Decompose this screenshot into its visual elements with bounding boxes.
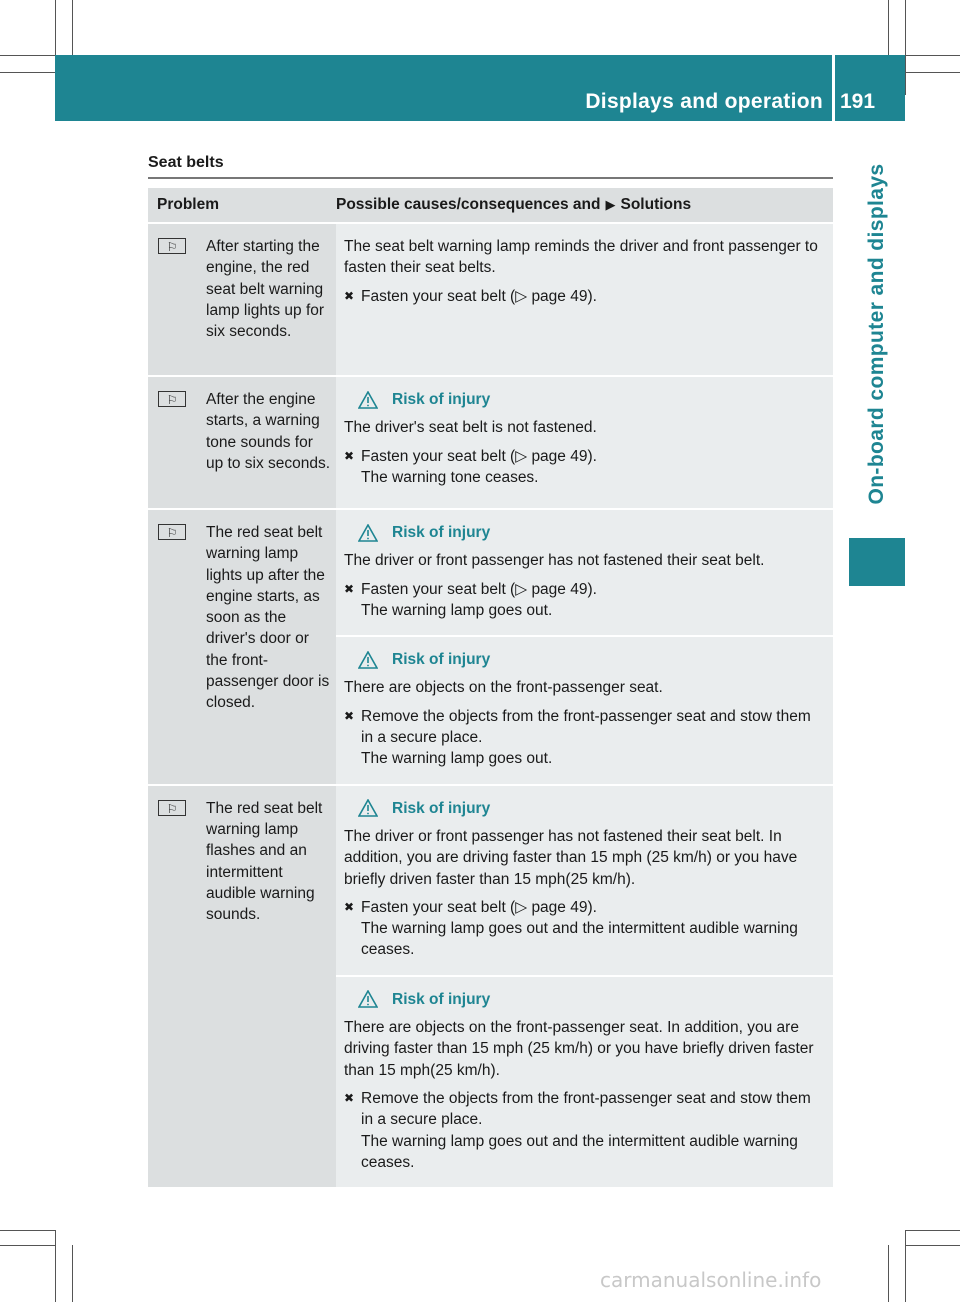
step-result: The warning lamp goes out and the intermittent audible warning ceases. [361, 920, 798, 959]
solution-step [344, 897, 827, 918]
table-row [148, 375, 833, 508]
crop-mark [905, 1245, 960, 1246]
crop-mark [55, 1230, 56, 1302]
crop-mark [0, 55, 55, 56]
crop-mark [0, 1230, 55, 1231]
side-tab-marker [849, 538, 905, 586]
crop-mark [72, 0, 73, 55]
step-arrow-icon: ✖ [344, 1090, 355, 1105]
step-text: Fasten your seat belt (▷ page 49). [361, 447, 597, 465]
step-result: The warning lamp goes out and the intermittent audible warning ceases. [361, 1132, 798, 1171]
problem-cell [148, 377, 336, 508]
step-arrow-icon: ✖ [344, 581, 355, 596]
crop-mark [888, 1245, 889, 1302]
step-body [361, 579, 827, 600]
problem-text: The red seat belt warning lamp lights up after the engine starts, as soon as the driver's door or the front-passenger door is closed. [206, 524, 330, 712]
crop-mark [905, 1230, 906, 1302]
solution-block [336, 510, 833, 635]
solution-cell [336, 510, 833, 784]
step-text: Remove the objects from the front-passenger seat and stow them in a secure place. [361, 1089, 811, 1129]
problem-cell [148, 510, 336, 784]
table-row [148, 508, 833, 784]
warning-triangle-icon [358, 799, 378, 817]
risk-warning [344, 649, 827, 670]
table-row [148, 222, 833, 375]
cause-text: The driver or front passenger has not fastened their seat belt. [344, 552, 765, 570]
step-arrow-icon: ✖ [344, 708, 355, 723]
risk-warning [344, 389, 827, 410]
solution-step [344, 446, 827, 467]
header-divider [832, 55, 835, 121]
solution-cell [336, 377, 833, 508]
problem-cell [148, 786, 336, 1187]
cause-text: The driver's seat belt is not fastened. [344, 419, 597, 437]
warning-triangle-icon [358, 524, 378, 542]
solution-step [344, 706, 827, 749]
solution-block [336, 224, 833, 375]
solution-step [344, 286, 827, 307]
crop-mark [0, 72, 55, 73]
step-body [361, 897, 827, 918]
arrow-right-icon: ▶ [605, 197, 616, 212]
solution-block [336, 786, 833, 975]
problem-text: The red seat belt warning lamp flashes and an intermittent audible warning sounds. [206, 799, 323, 924]
crop-mark [905, 0, 906, 95]
crop-mark [0, 1245, 55, 1246]
cause-text: The driver or front passenger has not fastened their seat belt. In addition, you are driving faster than 15 mph (25 km/h) or you have briefly driven faster than 15 mph(25 km/h). [344, 827, 798, 888]
step-text: Fasten your seat belt (▷ page 49). [361, 287, 597, 305]
cause-text: There are objects on the front-passenger seat. [344, 679, 663, 697]
solution-cell [336, 224, 833, 375]
step-text: Fasten your seat belt (▷ page 49). [361, 580, 597, 598]
page-number: 191 [840, 90, 876, 113]
step-body [361, 1088, 827, 1131]
solution-step [344, 579, 827, 600]
seat-belt-warning-icon: ⚐ [158, 800, 186, 816]
solution-cell [336, 786, 833, 1187]
risk-warning-label: Risk of injury [392, 391, 491, 408]
solution-block [336, 377, 833, 508]
problem-text: After the engine starts, a warning tone sounds for up to six seconds. [206, 391, 331, 472]
column-header-problem: Problem [157, 196, 220, 213]
running-header-section: Displays and operation [585, 90, 823, 113]
risk-warning-label: Risk of injury [392, 524, 491, 541]
column-header-solutions [328, 196, 833, 214]
cause-text: There are objects on the front-passenger seat. In addition, you are driving faster than 15 mph (25 km/h) or you have briefly driven faster than 15 mph(25 km/h). [344, 1019, 814, 1079]
seat-belt-table [148, 188, 833, 1187]
step-result: The warning lamp goes out. [361, 750, 553, 768]
problem-text: After starting the engine, the red seat belt warning lamp lights up for six seconds. [206, 238, 325, 341]
crop-mark [72, 1245, 73, 1302]
table-body [148, 222, 833, 1187]
step-result: The warning tone ceases. [361, 468, 539, 486]
title-rule [148, 177, 833, 179]
step-body [361, 286, 827, 307]
watermark: carmanualsonline.info [600, 1268, 822, 1292]
crop-mark [888, 0, 889, 55]
risk-warning [344, 989, 827, 1010]
step-result: The warning lamp goes out. [361, 601, 553, 619]
step-body [361, 706, 827, 749]
step-arrow-icon: ✖ [344, 899, 355, 914]
column-header-prefix: Possible causes/consequences and [336, 196, 601, 213]
solution-step [344, 1088, 827, 1131]
warning-triangle-icon [358, 391, 378, 409]
section-title: Seat belts [148, 154, 224, 171]
step-text: Fasten your seat belt (▷ page 49). [361, 898, 597, 916]
warning-triangle-icon [358, 651, 378, 669]
column-header-suffix: Solutions [620, 196, 692, 213]
risk-warning-label: Risk of injury [392, 990, 491, 1008]
risk-warning [344, 522, 827, 543]
risk-warning-label: Risk of injury [392, 799, 491, 817]
crop-mark [905, 1230, 960, 1231]
solution-block [336, 975, 833, 1187]
seat-belt-warning-icon: ⚐ [158, 391, 186, 407]
cause-text: The seat belt warning lamp reminds the driver and front passenger to fasten their seat belts. [344, 238, 818, 277]
problem-cell [148, 224, 336, 375]
table-header [148, 188, 833, 222]
step-arrow-icon: ✖ [344, 288, 355, 303]
step-arrow-icon: ✖ [344, 448, 355, 463]
seat-belt-warning-icon: ⚐ [158, 524, 186, 540]
crop-mark [905, 72, 960, 73]
warning-triangle-icon [358, 990, 378, 1008]
table-row [148, 784, 833, 1187]
risk-warning-label: Risk of injury [392, 651, 491, 669]
solution-block [336, 635, 833, 783]
risk-warning [344, 798, 827, 819]
seat-belt-warning-icon: ⚐ [158, 238, 186, 254]
step-body [361, 446, 827, 467]
side-tab-label: On-board computer and displays [865, 163, 888, 505]
step-text: Remove the objects from the front-passenger seat and stow them in a secure place. [361, 707, 811, 747]
crop-mark [905, 55, 960, 56]
